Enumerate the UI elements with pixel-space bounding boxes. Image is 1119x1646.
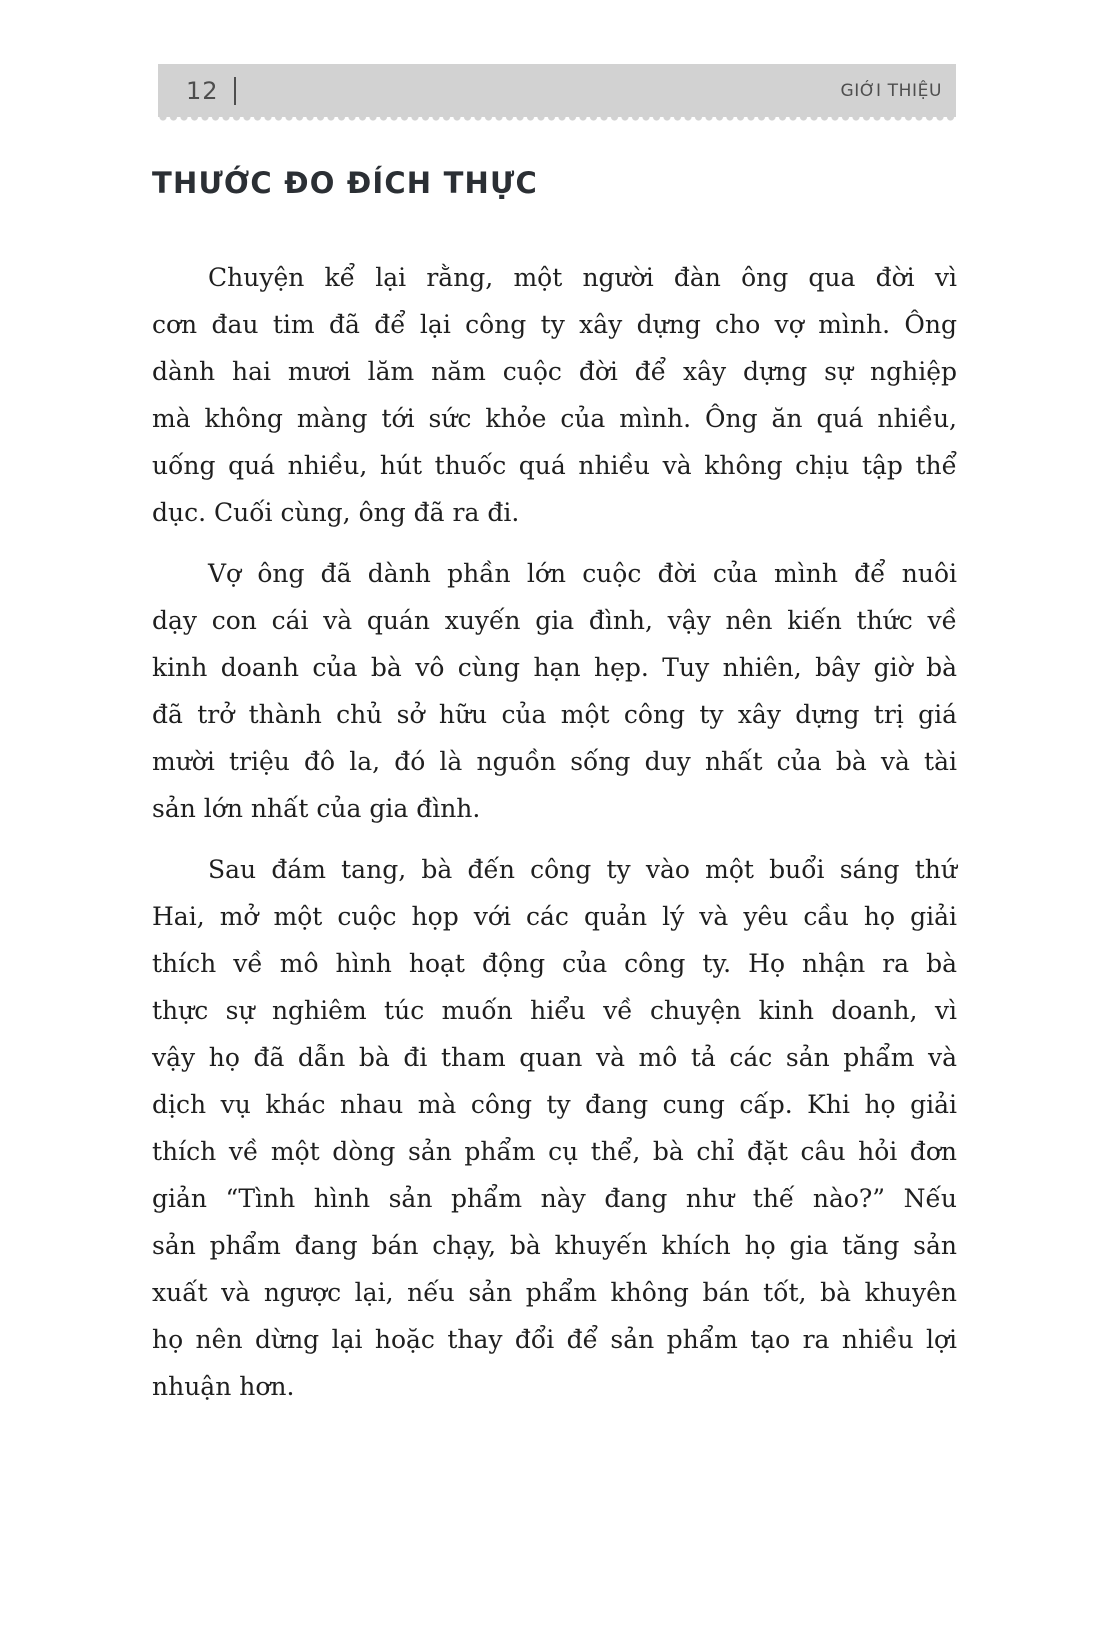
paragraph	[152, 254, 957, 536]
text-line: uống quá nhiều, hút thuốc quá nhiều và không chịu tập thể	[152, 451, 957, 480]
text-line: kinh doanh của bà vô cùng hạn hẹp. Tuy nhiên, bây giờ bà	[152, 653, 957, 682]
scalloped-edge	[158, 117, 956, 123]
page-number-separator	[234, 77, 236, 105]
text-line: Vợ ông đã dành phần lớn cuộc đời của mình để nuôi	[208, 559, 957, 588]
running-header-title: GIỚI THIỆU	[840, 80, 942, 101]
text-line: thực sự nghiêm túc muốn hiểu về chuyện kinh doanh, vì	[152, 996, 957, 1025]
text-line: thích về một dòng sản phẩm cụ thể, bà chỉ đặt câu hỏi đơn	[152, 1137, 957, 1166]
text-line: dành hai mươi lăm năm cuộc đời để xây dựng sự nghiệp	[152, 357, 957, 386]
text-line: thích về mô hình hoạt động của công ty. Họ nhận ra bà	[152, 949, 957, 978]
text-line: Hai, mở một cuộc họp với các quản lý và yêu cầu họ giải	[152, 902, 957, 931]
text-line: dục. Cuối cùng, ông đã ra đi.	[152, 498, 520, 527]
text-line: xuất và ngược lại, nếu sản phẩm không bán tốt, bà khuyên	[152, 1278, 957, 1307]
text-line: cơn đau tim đã để lại công ty xây dựng cho vợ mình. Ông	[152, 310, 957, 339]
text-line: họ nên dừng lại hoặc thay đổi để sản phẩm tạo ra nhiều lợi	[152, 1325, 957, 1354]
paragraph	[152, 846, 957, 1410]
text-line: vậy họ đã dẫn bà đi tham quan và mô tả các sản phẩm và	[152, 1043, 957, 1072]
text-line: Sau đám tang, bà đến công ty vào một buổi sáng thứ	[208, 855, 957, 884]
text-line: mười triệu đô la, đó là nguồn sống duy nhất của bà và tài	[152, 747, 957, 776]
paragraph	[152, 550, 957, 832]
section-title: THƯỚC ĐO ĐÍCH THỰC	[152, 166, 538, 200]
body-text	[152, 254, 957, 1424]
text-line: dạy con cái và quán xuyến gia đình, vậy nên kiến thức về	[152, 606, 957, 635]
page-number: 12	[186, 76, 219, 105]
text-line: giản “Tình hình sản phẩm này đang như thế nào?” Nếu	[152, 1184, 957, 1213]
text-line: mà không màng tới sức khỏe của mình. Ông ăn quá nhiều,	[152, 404, 957, 433]
text-line: nhuận hơn.	[152, 1372, 295, 1401]
text-line: sản phẩm đang bán chạy, bà khuyến khích họ gia tăng sản	[152, 1231, 957, 1260]
text-line: sản lớn nhất của gia đình.	[152, 794, 481, 823]
running-header-bar	[158, 64, 956, 117]
page-number-group	[186, 77, 236, 105]
text-line: đã trở thành chủ sở hữu của một công ty xây dựng trị giá	[152, 700, 957, 729]
text-line: Chuyện kể lại rằng, một người đàn ông qua đời vì	[208, 263, 957, 292]
text-line: dịch vụ khác nhau mà công ty đang cung cấp. Khi họ giải	[152, 1090, 957, 1119]
